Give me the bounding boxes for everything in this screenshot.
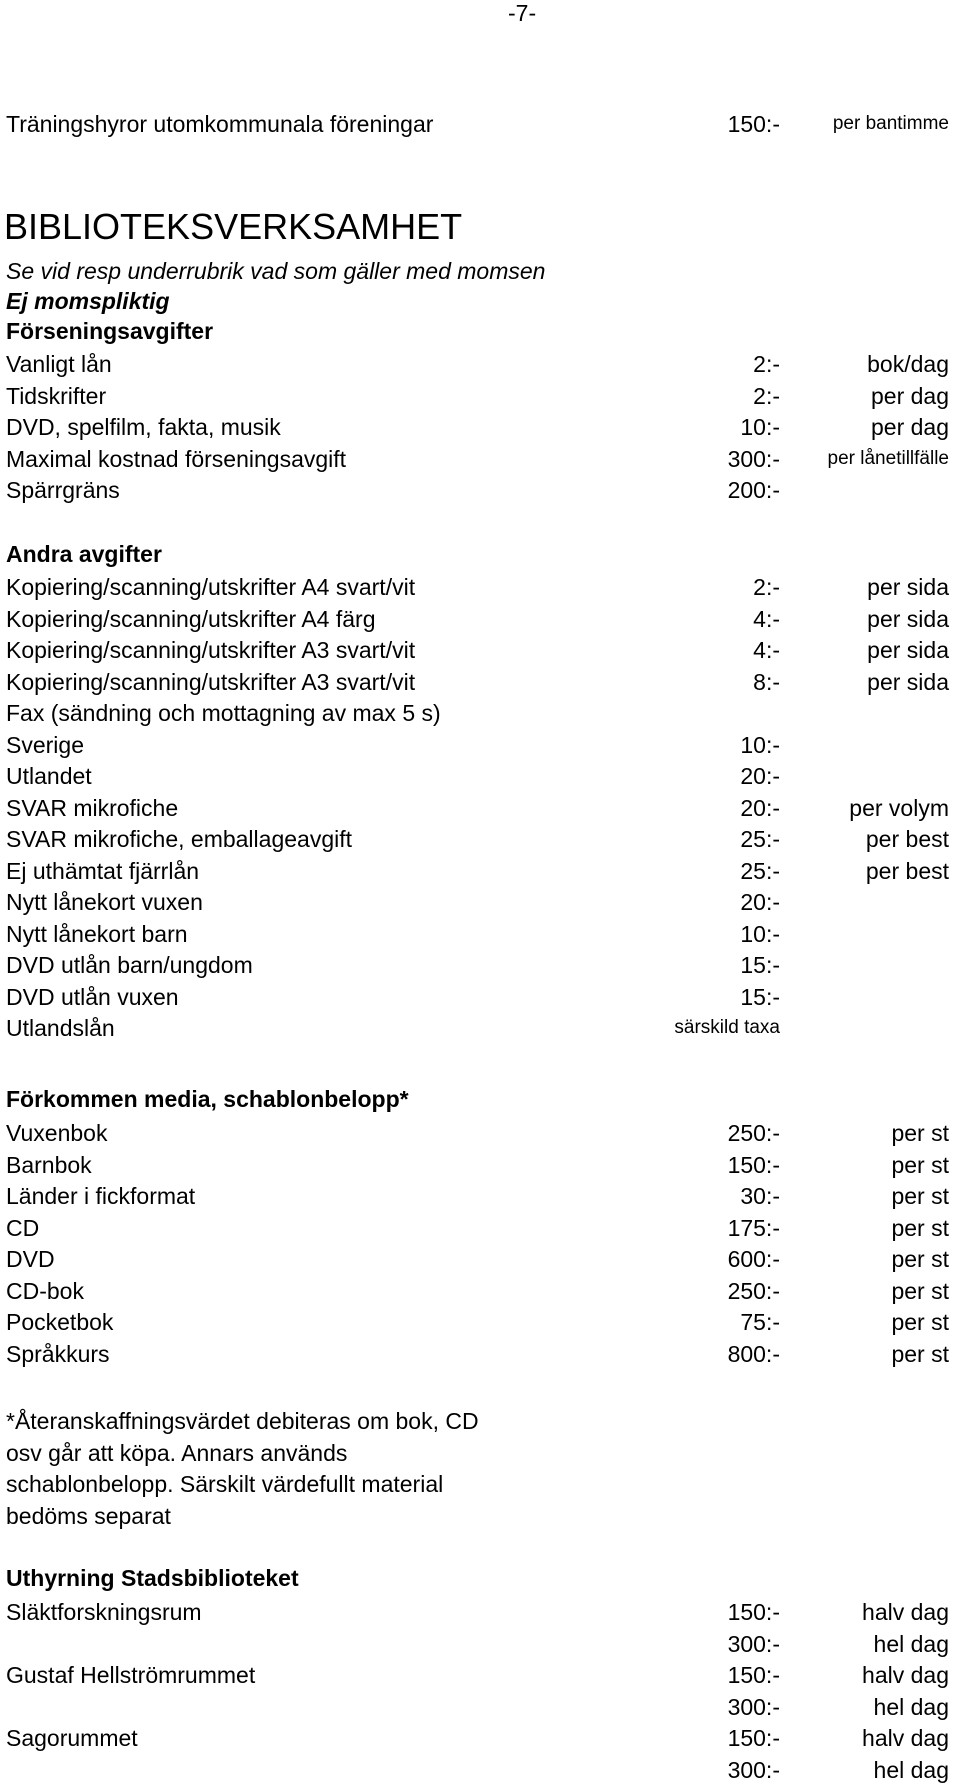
other-fee-label: SVAR mikrofiche	[6, 794, 179, 821]
other-fee-amount: 15:-	[740, 983, 780, 1010]
other-fee-amount: 10:-	[740, 920, 780, 947]
rental-amount: 150:-	[727, 1662, 780, 1688]
lost-media-unit: per st	[891, 1183, 949, 1209]
other-fee-label: Kopiering/scanning/utskrifter A4 svart/vit	[6, 574, 416, 600]
late-fee-label: Vanligt lån	[6, 351, 112, 377]
lost-media-unit: per st	[891, 1214, 949, 1241]
lost-media-amount: 30:-	[740, 1183, 780, 1209]
other-fee-label: Kopiering/scanning/utskrifter A3 svart/vit	[6, 637, 416, 663]
other-fee-label: Utlandet	[6, 763, 92, 789]
rental-unit: hel dag	[873, 1630, 949, 1657]
fee-unit: per bantimme	[832, 113, 949, 134]
late-fee-amount: 10:-	[740, 414, 780, 440]
late-fee-amount: 2:-	[753, 351, 780, 377]
rental-row	[0, 1691, 960, 1723]
other-fee-unit: per sida	[867, 605, 949, 632]
late-fee-row	[0, 380, 960, 412]
lost-media-unit: per st	[891, 1246, 949, 1272]
late-fee-amount: 2:-	[753, 382, 780, 409]
other-fee-label: Sverige	[6, 731, 84, 758]
vat-status: Ej momspliktig	[6, 288, 170, 314]
other-fee-amount: 20:-	[740, 794, 780, 821]
other-fee-label: Nytt lånekort barn	[6, 920, 188, 947]
lost-media-label: CD-bok	[6, 1277, 84, 1304]
other-fee-amount: 25:-	[740, 857, 780, 884]
fee-amount: 150:-	[727, 111, 780, 137]
lost-media-row	[0, 1212, 960, 1244]
footnote-line: *Återanskaffningsvärdet debiteras om bok, CD	[6, 1408, 479, 1434]
footnote-line: bedöms separat	[6, 1502, 171, 1529]
lost-media-row	[0, 1275, 960, 1307]
rental-label: Sagorummet	[6, 1725, 138, 1751]
lost-media-amount: 150:-	[727, 1151, 780, 1178]
other-fee-amount: särskild taxa	[674, 1017, 780, 1038]
rental-row	[0, 1596, 960, 1628]
other-fee-row	[0, 634, 960, 666]
lost-media-row	[0, 1180, 960, 1212]
other-fees-heading: Andra avgifter	[6, 541, 162, 567]
other-fee-row	[0, 571, 960, 603]
other-fee-label: Utlandslån	[6, 1015, 115, 1041]
other-fee-amount: 20:-	[740, 763, 780, 789]
rental-unit: hel dag	[873, 1693, 949, 1720]
rental-amount: 150:-	[727, 1599, 780, 1625]
late-fee-label: DVD, spelfilm, fakta, musik	[6, 414, 281, 440]
vat-note: Se vid resp underrubrik vad som gäller med momsen	[6, 258, 546, 284]
other-fee-amount: 4:-	[753, 637, 780, 663]
lost-media-unit: per st	[891, 1277, 949, 1304]
other-fee-label: Nytt lånekort vuxen	[6, 889, 203, 915]
rental-label: Släktforskningsrum	[6, 1599, 202, 1625]
late-fee-unit: per dag	[870, 414, 949, 440]
footnote-line: schablonbelopp. Särskilt värdefullt material	[6, 1471, 444, 1497]
other-fee-label: DVD utlån vuxen	[6, 983, 179, 1010]
rental-amount: 150:-	[727, 1725, 780, 1751]
other-fee-row	[0, 603, 960, 635]
other-fee-row	[0, 760, 960, 792]
lost-media-heading: Förkommen media, schablonbelopp*	[6, 1086, 409, 1112]
other-fee-row	[0, 792, 960, 824]
other-fee-label: Fax (sändning och mottagning av max 5 s)	[6, 700, 441, 726]
rental-row	[0, 1628, 960, 1660]
page-number: -7-	[508, 0, 537, 26]
rental-amount: 300:-	[727, 1693, 780, 1720]
lost-media-amount: 250:-	[727, 1120, 780, 1146]
rental-unit: halv dag	[862, 1662, 949, 1688]
other-fee-unit: per best	[865, 826, 949, 852]
lost-media-row	[0, 1149, 960, 1181]
rental-row	[0, 1722, 960, 1754]
fee-row-training-rent	[0, 108, 960, 140]
rental-label: Gustaf Hellströmrummet	[6, 1662, 256, 1688]
lost-media-label: DVD	[6, 1246, 55, 1272]
other-fee-amount: 4:-	[753, 605, 780, 632]
other-fee-row	[0, 855, 960, 887]
lost-media-label: Språkkurs	[6, 1340, 110, 1367]
rental-heading: Uthyrning Stadsbiblioteket	[6, 1565, 299, 1591]
other-fee-amount: 25:-	[740, 826, 780, 852]
lost-media-unit: per st	[891, 1340, 949, 1367]
other-fee-unit: per sida	[867, 637, 949, 663]
late-fee-row	[0, 474, 960, 506]
other-fee-row	[0, 666, 960, 698]
lost-media-label: CD	[6, 1214, 40, 1241]
late-fee-unit: bok/dag	[867, 351, 949, 377]
other-fee-amount: 8:-	[753, 668, 780, 695]
other-fee-unit: per volym	[849, 794, 949, 821]
late-fee-row	[0, 443, 960, 475]
rental-unit: halv dag	[862, 1725, 949, 1751]
lost-media-row	[0, 1338, 960, 1370]
lost-media-label: Barnbok	[6, 1151, 92, 1178]
lost-media-row	[0, 1117, 960, 1149]
lost-media-label: Länder i fickformat	[6, 1183, 196, 1209]
section-title: BIBLIOTEKSVERKSAMHET	[4, 206, 463, 247]
fee-label: Träningshyror utomkommunala föreningar	[6, 111, 434, 137]
other-fee-unit: per best	[865, 857, 949, 884]
lost-media-unit: per st	[891, 1120, 949, 1146]
rental-row	[0, 1754, 960, 1786]
other-fee-row	[0, 981, 960, 1013]
other-fee-unit: per sida	[867, 574, 949, 600]
other-fee-label: Kopiering/scanning/utskrifter A3 svart/vit	[6, 668, 416, 695]
other-fee-row	[0, 918, 960, 950]
other-fee-amount: 2:-	[753, 574, 780, 600]
other-fee-row	[0, 729, 960, 761]
late-fee-amount: 300:-	[727, 445, 780, 472]
other-fee-row	[0, 823, 960, 855]
late-fee-label: Maximal kostnad förseningsavgift	[6, 445, 347, 472]
other-fee-unit: per sida	[867, 668, 949, 695]
rental-amount: 300:-	[727, 1630, 780, 1657]
lost-media-amount: 600:-	[727, 1246, 780, 1272]
rental-unit: hel dag	[873, 1756, 949, 1783]
other-fee-label: DVD utlån barn/ungdom	[6, 952, 253, 978]
other-fee-amount: 20:-	[740, 889, 780, 915]
footnote-line: osv går att köpa. Annars används	[6, 1439, 348, 1466]
lost-media-amount: 175:-	[727, 1214, 780, 1241]
other-fee-row	[0, 949, 960, 981]
lost-media-unit: per st	[891, 1309, 949, 1335]
lost-media-amount: 75:-	[740, 1309, 780, 1335]
lost-media-amount: 250:-	[727, 1277, 780, 1304]
lost-media-label: Pocketbok	[6, 1309, 114, 1335]
other-fee-row	[0, 1012, 960, 1044]
other-fee-label: SVAR mikrofiche, emballageavgift	[6, 826, 352, 852]
lost-media-row	[0, 1306, 960, 1338]
late-fee-label: Tidskrifter	[6, 382, 107, 409]
other-fee-label: Kopiering/scanning/utskrifter A4 färg	[6, 605, 376, 632]
lost-media-unit: per st	[891, 1151, 949, 1178]
late-fee-unit: per dag	[870, 382, 949, 409]
other-fee-row	[0, 697, 960, 729]
other-fee-amount: 15:-	[740, 952, 780, 978]
rental-amount: 300:-	[727, 1756, 780, 1783]
late-fee-amount: 200:-	[727, 477, 780, 503]
late-fee-row	[0, 348, 960, 380]
lost-media-row	[0, 1243, 960, 1275]
late-fees-heading: Förseningsavgifter	[6, 318, 214, 344]
late-fee-label: Spärrgräns	[6, 477, 120, 503]
lost-media-amount: 800:-	[727, 1340, 780, 1367]
late-fee-row	[0, 411, 960, 443]
late-fee-unit: per lånetillfälle	[827, 447, 949, 469]
lost-media-label: Vuxenbok	[6, 1120, 108, 1146]
rental-unit: halv dag	[862, 1599, 949, 1625]
other-fee-row	[0, 886, 960, 918]
other-fee-label: Ej uthämtat fjärrlån	[6, 857, 200, 884]
other-fee-amount: 10:-	[740, 731, 780, 758]
rental-row	[0, 1659, 960, 1691]
